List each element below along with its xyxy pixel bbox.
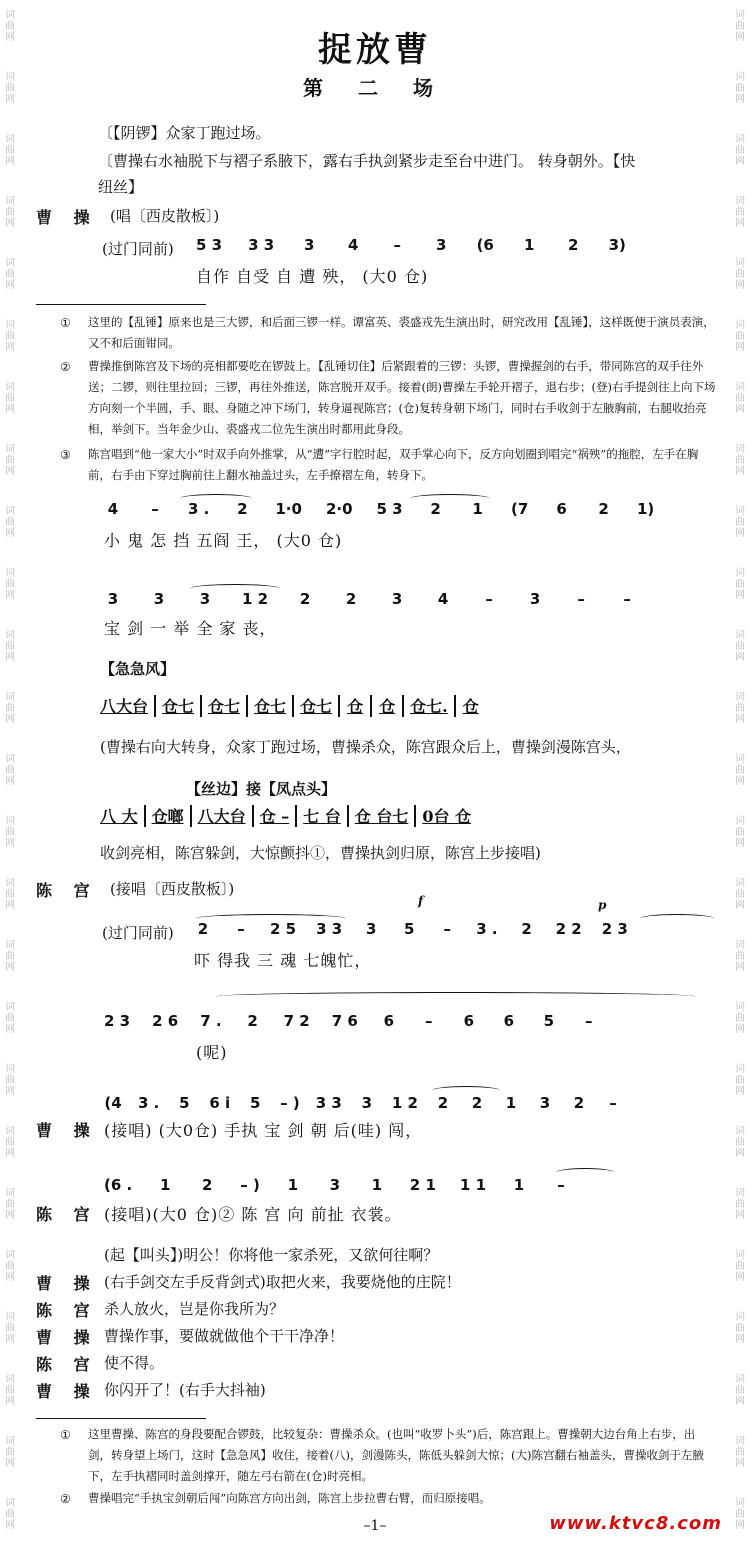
notation-row bbox=[104, 1012, 620, 1030]
watermark-text: 词 曲 网 bbox=[735, 320, 745, 353]
jianpu-note: – bbox=[609, 1094, 617, 1112]
lyric-line: 小 鬼 怎 挡 五阎 王， (大0 仓) bbox=[104, 531, 343, 550]
watermark-text: 词 曲 网 bbox=[5, 754, 15, 787]
footnote-text: 这里曹操、陈宫的身段要配合锣鼓，比较复杂：曹操杀众。(也叫“收罗卜头”)后，陈宫跟上。曹操朝大边台角上右步，出剑，转身望上场门，这时【急急风】收住，接着(八)，剑漫陈头，陈低头躲剑大惊；(大)陈宫翻右袖盖头，曹操收剑于左腋下，左手执褶同时盖剑撑开，随左弓右箭在(仓)时亮相。 bbox=[88, 1427, 704, 1483]
jianpu-note: 4 bbox=[107, 500, 119, 518]
watermark-text: 词 曲 网 bbox=[735, 692, 745, 725]
speaker-label: 陈 宫 bbox=[36, 1205, 98, 1224]
footnote-marker: ② bbox=[60, 360, 71, 374]
interlude-prefix: (过门同前) bbox=[102, 240, 174, 258]
lyric-line: 自作 自受 自 遭 殃， (大0 仓) bbox=[196, 267, 429, 286]
speaker-label: 曹 操 bbox=[36, 1274, 98, 1293]
watermark-text: 词 曲 网 bbox=[735, 10, 745, 43]
bar-line bbox=[246, 695, 248, 717]
jianpu-note: 5 3 bbox=[376, 500, 403, 518]
speaker-label: 曹 操 bbox=[36, 1328, 98, 1347]
jianpu-note: – bbox=[425, 1012, 433, 1030]
bar-line bbox=[454, 695, 456, 717]
bar-line bbox=[154, 695, 156, 717]
watermark-text: 词 曲 网 bbox=[735, 1126, 745, 1159]
jianpu-note: 5 bbox=[404, 920, 415, 938]
watermark-text: 词 曲 网 bbox=[5, 320, 15, 353]
percussion-beat: 仓 台七 bbox=[354, 807, 409, 826]
percussion-beat: 仓七 bbox=[162, 697, 195, 716]
percussion-beat: 仓 bbox=[379, 697, 396, 716]
watermark-text: 词 曲 网 bbox=[735, 72, 745, 105]
footnote-text: 曹操唱完“手执宝剑朝后闯”向陈宫方向出剑，陈宫上步拉曹右臂，而归原接唱。 bbox=[88, 1491, 491, 1505]
site-watermark: www.ktvc8.com bbox=[549, 1513, 722, 1534]
jianpu-note: – bbox=[237, 920, 245, 938]
bar-line bbox=[144, 805, 146, 827]
lyric-line: (接唱) (大0仓) 手执 宝 剑 朝 后(哇) 闯， bbox=[104, 1121, 423, 1140]
percussion-beat: 八大台 bbox=[197, 807, 246, 826]
bar-line bbox=[252, 805, 254, 827]
watermark-text: 词 曲 网 bbox=[735, 1374, 745, 1407]
watermark-text: 词 曲 网 bbox=[735, 444, 745, 477]
jianpu-note: – bbox=[557, 1176, 565, 1194]
dialogue-line: 使不得。 bbox=[104, 1354, 165, 1372]
percussion-beat: 仓七 bbox=[208, 697, 241, 716]
watermark-text: 词 曲 网 bbox=[735, 878, 745, 911]
speaker-label: 曹 操 bbox=[36, 208, 98, 227]
bar-line bbox=[292, 695, 294, 717]
jianpu-note: – ) bbox=[280, 1094, 300, 1112]
percussion-beat: 0台 仓 bbox=[422, 807, 472, 826]
jianpu-note: 1 bbox=[371, 1176, 383, 1194]
jianpu-note: 2 bbox=[573, 1094, 585, 1112]
jianpu-note: 6 bbox=[556, 500, 567, 518]
jianpu-note: 2 bbox=[521, 920, 532, 938]
footnote-text: 陈宫唱到“他一家大小”时双手向外推掌，从“遭”字行腔时起，双手掌心向下，反方向划圈到唱完“祸殃”的拖腔，左手在胸前，右手由下穿过胸前往上翻水袖盖过头，左手撩褶左角，转身下。 bbox=[88, 447, 699, 482]
stage-direction: (曹操右向大转身，众家丁跑过场，曹操杀众，陈宫跟众后上，曹操剑漫陈宫头， bbox=[100, 738, 631, 756]
percussion-beat: 仓七 bbox=[254, 697, 287, 716]
jianpu-note: 3 bbox=[436, 236, 447, 254]
lyric-line: (接唱)(大0 仓)② 陈 宫 向 前扯 衣裳。 bbox=[104, 1205, 402, 1224]
jianpu-note: 2 bbox=[237, 500, 248, 518]
jianpu-note: – bbox=[585, 1012, 593, 1030]
watermark-text: 词 曲 网 bbox=[735, 1064, 745, 1097]
jianpu-note: 1 bbox=[160, 1176, 171, 1194]
jianpu-note: 2 6 bbox=[152, 1012, 179, 1030]
dialogue-line: (起【叫头】)明公！你将他一家杀死，又欲何往啊？ bbox=[104, 1246, 439, 1264]
jianpu-note: 2 bbox=[471, 1094, 483, 1112]
watermark-text: 词 曲 网 bbox=[735, 1312, 745, 1345]
watermark-text: 词 曲 网 bbox=[735, 134, 745, 167]
jianpu-note: – bbox=[151, 500, 159, 518]
watermark-text: 词 曲 网 bbox=[5, 1436, 15, 1469]
jianpu-note: 2 bbox=[202, 1176, 213, 1194]
bar-line bbox=[370, 695, 372, 717]
jianpu-note: 3 bbox=[529, 590, 541, 608]
percussion-label: 【丝边】接【凤点头】 bbox=[186, 780, 337, 798]
dialogue-line: 杀人放火，岂是你我所为？ bbox=[104, 1300, 285, 1318]
jianpu-note: 1 bbox=[472, 500, 483, 518]
jianpu-note: 1) bbox=[636, 500, 655, 518]
sing-direction: (唱〔西皮散板〕) bbox=[110, 207, 220, 225]
jianpu-note: 2 bbox=[568, 236, 579, 254]
watermark-text: 词 曲 网 bbox=[5, 444, 15, 477]
jianpu-note: 1 2 bbox=[391, 1094, 418, 1112]
watermark-text: 词 曲 网 bbox=[735, 506, 745, 539]
lyric-line: (呢) bbox=[196, 1043, 228, 1062]
notation-row bbox=[104, 500, 679, 518]
watermark-text: 词 曲 网 bbox=[735, 196, 745, 229]
jianpu-note: – bbox=[623, 590, 631, 608]
jianpu-note: 1 1 bbox=[459, 1176, 487, 1194]
notation-row bbox=[104, 590, 664, 608]
speaker-label: 陈 宫 bbox=[36, 1355, 98, 1374]
watermark-text: 词 曲 网 bbox=[735, 1002, 745, 1035]
dynamic-mark: p bbox=[598, 898, 607, 912]
speaker-label: 陈 宫 bbox=[36, 881, 98, 900]
watermark-text: 词 曲 网 bbox=[5, 1064, 15, 1097]
footnote-text: 曹操推倒陈宫及下场的亮相都要吃在锣鼓上。【乱锤切住】后紧跟着的三锣：头锣，曹操握剑的右手，带同陈宫的双手往外送；二锣，则往里拉回；三锣，再往外推送，陈宫脱开双手。接着(朗)曹操左手轮开褶子，退右步；(登)右手提剑往上向下场方向刻一个半圆，手、眼、身随之冲下场门，转身逼视陈宫；(仓)复转身朝下场门，同时右手收剑于左腋胸前，右腿收抬亮相，举剑下。当年金少山、裘盛戎二位先生演出时都用此身段。 bbox=[88, 359, 716, 436]
notation-row bbox=[104, 1176, 594, 1194]
bar-line bbox=[295, 805, 297, 827]
jianpu-note: 3 bbox=[391, 590, 403, 608]
bar-line bbox=[347, 805, 349, 827]
watermark-text: 词 曲 网 bbox=[5, 1188, 15, 1221]
jianpu-note: 6 bbox=[463, 1012, 475, 1030]
percussion-beat: 八 大 bbox=[100, 807, 138, 826]
speaker-label: 陈 宫 bbox=[36, 1301, 98, 1320]
bar-line bbox=[190, 805, 192, 827]
bar-line bbox=[402, 695, 404, 717]
jianpu-note: 3 bbox=[199, 590, 211, 608]
percussion-beat: 仓 – bbox=[259, 807, 290, 826]
percussion-beat: 八大台 bbox=[100, 697, 149, 716]
stage-direction: 收剑亮相，陈宫躲剑，大惊颤抖①，曹操执剑归原，陈宫上步接唱) bbox=[100, 844, 541, 862]
watermark-text: 词 曲 网 bbox=[5, 506, 15, 539]
jianpu-note: 2 bbox=[598, 500, 609, 518]
watermark-text: 词 曲 网 bbox=[5, 630, 15, 663]
watermark-text: 词 曲 网 bbox=[5, 1312, 15, 1345]
jianpu-note: 7 2 bbox=[283, 1012, 310, 1030]
watermark-text: 词 曲 网 bbox=[5, 1374, 15, 1407]
jianpu-note: 2 3 bbox=[104, 1012, 131, 1030]
footnote-rule bbox=[36, 1418, 206, 1419]
jianpu-note: – bbox=[393, 236, 401, 254]
jianpu-note: 2 bbox=[437, 1094, 449, 1112]
watermark-text: 词 曲 网 bbox=[5, 940, 15, 973]
jianpu-note: (7 bbox=[510, 500, 529, 518]
jianpu-note: 1 bbox=[524, 236, 535, 254]
jianpu-note: 3 . bbox=[188, 500, 210, 518]
watermark-text: 词 曲 网 bbox=[5, 816, 15, 849]
bar-line bbox=[338, 695, 340, 717]
jianpu-note: 3) bbox=[608, 236, 626, 254]
stage-direction: 〔【阴锣】众家丁跑过场。 bbox=[98, 124, 271, 142]
percussion-row bbox=[100, 694, 480, 717]
jianpu-note: 5 3 bbox=[196, 236, 223, 254]
jianpu-note: 3 bbox=[539, 1094, 551, 1112]
lyric-line: 吓 得我 三 魂 七魄忙， bbox=[194, 951, 372, 970]
speaker-label: 曹 操 bbox=[36, 1382, 98, 1401]
jianpu-note: 1·0 bbox=[275, 500, 302, 518]
jianpu-note: 2 bbox=[345, 590, 357, 608]
jianpu-note: 4 bbox=[348, 236, 359, 254]
page-number: –1– bbox=[363, 1518, 387, 1534]
dialogue-line: 曹操作事，要做就做他个干干净净！ bbox=[104, 1327, 345, 1345]
watermark-text: 词 曲 网 bbox=[735, 568, 745, 601]
notation-row bbox=[104, 1094, 638, 1112]
stage-direction: 〔曹操右水袖脱下与褶子系腋下，露右手执剑紧步走至台中进门。 转身朝外。【快 bbox=[98, 152, 636, 170]
jianpu-note: – bbox=[577, 590, 585, 608]
jianpu-note: 1 bbox=[505, 1094, 517, 1112]
percussion-row bbox=[100, 804, 471, 827]
percussion-beat: 仓 bbox=[347, 697, 364, 716]
interlude-prefix: (过门同前) bbox=[102, 924, 174, 942]
watermark-text: 词 曲 网 bbox=[735, 754, 745, 787]
dialogue-line: 你闪开了！(右手大抖袖) bbox=[104, 1381, 266, 1399]
watermark-text: 词 曲 网 bbox=[735, 1436, 745, 1469]
jianpu-note: 2 bbox=[197, 920, 209, 938]
dynamic-mark: f bbox=[418, 894, 424, 908]
watermark-text: 词 曲 网 bbox=[735, 1188, 745, 1221]
jianpu-note: 1 2 bbox=[242, 590, 269, 608]
jianpu-note: 2 bbox=[299, 590, 311, 608]
speaker-label: 曹 操 bbox=[36, 1121, 98, 1140]
jianpu-note: – bbox=[443, 920, 451, 938]
jianpu-note: 6 bbox=[503, 1012, 515, 1030]
jianpu-note: 3 bbox=[361, 1094, 373, 1112]
percussion-beat: 仓七. bbox=[410, 697, 448, 716]
footnote-marker: ② bbox=[60, 1492, 71, 1506]
right-watermark-strip bbox=[730, 0, 750, 1552]
watermark-text: 词 曲 网 bbox=[5, 72, 15, 105]
watermark-text: 词 曲 网 bbox=[5, 1250, 15, 1283]
jianpu-note: 5 bbox=[543, 1012, 555, 1030]
left-watermark-strip bbox=[0, 0, 20, 1552]
watermark-text: 词 曲 网 bbox=[5, 258, 15, 291]
jianpu-note: 5 bbox=[249, 1094, 261, 1112]
notation-row bbox=[196, 236, 652, 254]
watermark-text: 词 曲 网 bbox=[735, 382, 745, 415]
jianpu-note: 3 . bbox=[476, 920, 498, 938]
watermark-text: 词 曲 网 bbox=[735, 258, 745, 291]
scene-subtitle: 第 二 场 bbox=[303, 76, 447, 100]
watermark-text: 词 曲 网 bbox=[5, 1126, 15, 1159]
percussion-beat: 仓 bbox=[462, 697, 479, 716]
jianpu-note: (6 bbox=[476, 236, 494, 254]
jianpu-note: 5 bbox=[179, 1094, 190, 1112]
jianpu-note: 3 3 bbox=[316, 920, 343, 938]
bar-line bbox=[200, 695, 202, 717]
jianpu-note: 2 bbox=[430, 500, 441, 518]
footnote-marker: ① bbox=[60, 316, 71, 330]
footnote-text: 这里的【乱锤】原来也是三大锣，和后面三锣一样。谭富英、裘盛戎先生演出时，研究改用【乱锤】，这样既便于演员表演，又不和后面钳同。 bbox=[88, 315, 715, 350]
jianpu-note: – bbox=[485, 590, 493, 608]
footnote-rule bbox=[36, 304, 206, 305]
jianpu-note: 3 . bbox=[138, 1094, 160, 1112]
watermark-text: 词 曲 网 bbox=[5, 1002, 15, 1035]
dialogue-line: (右手剑交左手反背剑式)取把火来，我要烧他的庄院！ bbox=[104, 1273, 461, 1291]
footnote-marker: ③ bbox=[60, 448, 71, 462]
watermark-text: 词 曲 网 bbox=[5, 382, 15, 415]
jianpu-note: 6 bbox=[383, 1012, 395, 1030]
watermark-text: 词 曲 网 bbox=[5, 196, 15, 229]
watermark-text: 词 曲 网 bbox=[5, 568, 15, 601]
sing-direction: (接唱〔西皮散板〕) bbox=[110, 880, 235, 898]
percussion-beat: 仓七 bbox=[300, 697, 333, 716]
jianpu-note: 3 3 bbox=[248, 236, 275, 254]
jianpu-note: 3 bbox=[107, 590, 119, 608]
notation-row bbox=[194, 920, 648, 938]
watermark-text: 词 曲 网 bbox=[735, 1250, 745, 1283]
jianpu-note: 3 bbox=[366, 920, 377, 938]
watermark-text: 词 曲 网 bbox=[5, 878, 15, 911]
jianpu-note: 6 i bbox=[209, 1094, 231, 1112]
watermark-text: 词 曲 网 bbox=[735, 816, 745, 849]
watermark-text: 词 曲 网 bbox=[735, 940, 745, 973]
jianpu-note: 3 bbox=[329, 1176, 341, 1194]
watermark-text: 词 曲 网 bbox=[5, 10, 15, 43]
jianpu-note: 3 3 bbox=[315, 1094, 342, 1112]
slur bbox=[216, 992, 696, 1001]
jianpu-note: 7 . bbox=[200, 1012, 222, 1030]
jianpu-note: – ) bbox=[240, 1176, 260, 1194]
jianpu-note: (4 bbox=[104, 1094, 122, 1112]
jianpu-note: 3 bbox=[304, 236, 315, 254]
watermark-text: 词 曲 网 bbox=[5, 134, 15, 167]
watermark-text: 词 曲 网 bbox=[5, 1498, 15, 1531]
watermark-text: 词 曲 网 bbox=[735, 630, 745, 663]
lyric-line: 宝 剑 一 举 全 家 丧， bbox=[104, 619, 277, 638]
jianpu-note: 2·0 bbox=[325, 500, 353, 518]
stage-direction: 纽丝】 bbox=[98, 178, 144, 196]
jianpu-note: (6 . bbox=[104, 1176, 133, 1194]
percussion-beat: 仓啷 bbox=[151, 807, 184, 826]
watermark-text: 词 曲 网 bbox=[735, 1498, 745, 1531]
jianpu-note: 1 bbox=[513, 1176, 525, 1194]
percussion-label: 【急急风】 bbox=[100, 660, 176, 678]
bar-line bbox=[414, 805, 416, 827]
jianpu-note: 3 bbox=[153, 590, 165, 608]
page-title: 捉放曹 bbox=[318, 30, 432, 70]
percussion-beat: 七 台 bbox=[303, 807, 341, 826]
jianpu-note: 2 2 bbox=[555, 920, 582, 938]
watermark-text: 词 曲 网 bbox=[5, 692, 15, 725]
slur bbox=[640, 914, 714, 923]
jianpu-note: 2 bbox=[247, 1012, 258, 1030]
jianpu-note: 1 bbox=[287, 1176, 299, 1194]
jianpu-note: 4 bbox=[437, 590, 449, 608]
jianpu-note: 7 6 bbox=[331, 1012, 358, 1030]
jianpu-note: 2 1 bbox=[409, 1176, 436, 1194]
jianpu-note: 2 5 bbox=[270, 920, 297, 938]
footnote-marker: ① bbox=[60, 1428, 71, 1442]
jianpu-note: 2 3 bbox=[601, 920, 628, 938]
